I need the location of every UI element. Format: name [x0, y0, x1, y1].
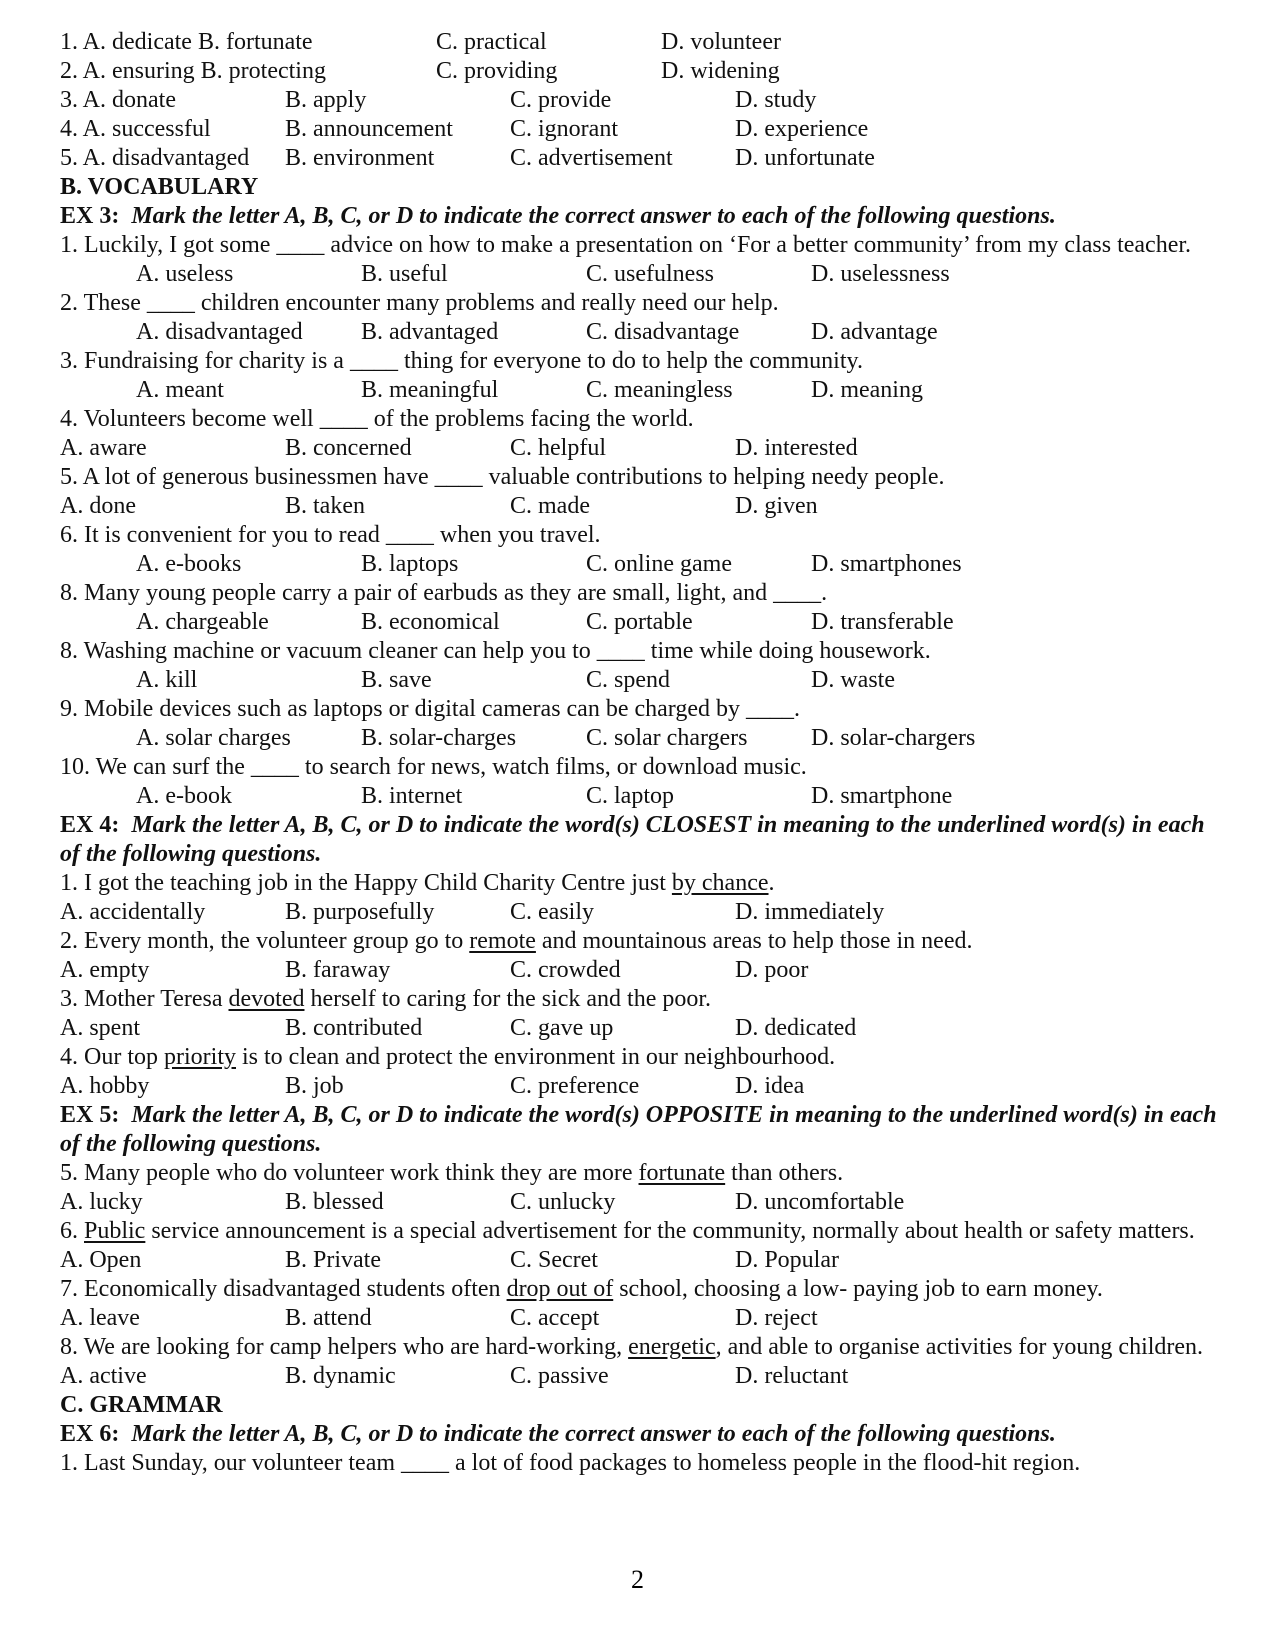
option-a[interactable]: A. accidentally	[60, 899, 206, 925]
answer-options	[60, 1246, 1220, 1275]
option-b[interactable]: B. save	[361, 667, 432, 693]
option-b[interactable]: B. faraway	[285, 957, 391, 983]
option-b[interactable]: B. meaningful	[361, 377, 499, 403]
pron-option-d: D. experience	[735, 116, 869, 142]
option-b[interactable]: B. job	[285, 1073, 344, 1099]
question: 2. These ____ children encounter many problems and really need our help.	[60, 290, 779, 316]
option-b[interactable]: B. purposefully	[285, 899, 435, 925]
underlined-word: fortunate	[638, 1160, 726, 1186]
option-c[interactable]: C. gave up	[510, 1015, 614, 1041]
section-heading-grammar: C. GRAMMAR	[60, 1392, 223, 1418]
option-d[interactable]: D. solar-chargers	[811, 725, 976, 751]
question: 8. Washing machine or vacuum cleaner can help you to ____ time while doing housework.	[60, 638, 931, 664]
pron-row-2	[60, 57, 1220, 86]
option-c[interactable]: C. disadvantage	[586, 319, 740, 345]
underlined-word: devoted	[228, 986, 305, 1012]
option-c[interactable]: C. made	[510, 493, 590, 519]
option-c[interactable]: C. online game	[586, 551, 732, 577]
question: 3. Mother Teresa devoted herself to caring for the sick and the poor.	[60, 986, 712, 1012]
answer-options	[60, 1072, 1220, 1101]
exercise-label: EX 5:	[60, 1102, 120, 1128]
answer-options	[60, 1188, 1220, 1217]
answer-options	[60, 550, 1220, 579]
pron-row-1	[60, 28, 1220, 57]
option-d[interactable]: D. immediately	[735, 899, 885, 925]
question: 8. We are looking for camp helpers who are hard-working, energetic, and able to organise activities for young children.	[60, 1334, 1204, 1360]
option-b[interactable]: B. concerned	[285, 435, 412, 461]
option-d[interactable]: D. interested	[735, 435, 858, 461]
worksheet-page	[60, 28, 1220, 1478]
option-c[interactable]: C. helpful	[510, 435, 606, 461]
option-c[interactable]: C. spend	[586, 667, 670, 693]
option-b[interactable]: B. laptops	[361, 551, 459, 577]
ex4-instruction	[60, 811, 1220, 869]
option-b[interactable]: B. internet	[361, 783, 463, 809]
option-a[interactable]: A. leave	[60, 1305, 140, 1331]
pron-option-ab: 2. A. ensuring B. protecting	[60, 58, 326, 84]
pron-row-5	[60, 144, 1220, 173]
option-c[interactable]: C. passive	[510, 1363, 609, 1389]
answer-options	[60, 1014, 1220, 1043]
pron-option-a: 3. A. donate	[60, 87, 176, 113]
question: 3. Fundraising for charity is a ____ thing for everyone to do to help the community.	[60, 348, 863, 374]
option-a[interactable]: A. useless	[136, 261, 234, 287]
option-a[interactable]: A. hobby	[60, 1073, 150, 1099]
section-heading-vocabulary: B. VOCABULARY	[60, 174, 259, 200]
ex5-instruction	[60, 1101, 1220, 1159]
option-a[interactable]: A. empty	[60, 957, 150, 983]
question: 5. Many people who do volunteer work think they are more fortunate than others.	[60, 1160, 844, 1186]
option-a[interactable]: A. meant	[136, 377, 224, 403]
option-b[interactable]: B. attend	[285, 1305, 372, 1331]
pron-option-d: D. study	[735, 87, 817, 113]
pron-option-ab: 1. A. dedicate B. fortunate	[60, 29, 313, 55]
option-d[interactable]: D. waste	[811, 667, 895, 693]
option-a[interactable]: A. e-book	[136, 783, 232, 809]
answer-options	[60, 1362, 1220, 1391]
option-a[interactable]: A. active	[60, 1363, 147, 1389]
question: 5. A lot of generous businessmen have ____ valuable contributions to helping needy people.	[60, 464, 945, 490]
question: 6. Public service announcement is a special advertisement for the community, normally about health or safety matters.	[60, 1218, 1195, 1244]
answer-options	[60, 608, 1220, 637]
question: 4. Our top priority is to clean and protect the environment in our neighbourhood.	[60, 1044, 836, 1070]
option-d[interactable]: D. uselessness	[811, 261, 950, 287]
question: 7. Economically disadvantaged students often drop out of school, choosing a low- paying job to earn money.	[60, 1276, 1103, 1302]
underlined-word: energetic	[628, 1334, 716, 1360]
ex6-instruction	[60, 1420, 1220, 1449]
pron-option-c: C. providing	[436, 58, 558, 84]
option-c[interactable]: C. portable	[586, 609, 693, 635]
pron-option-d: D. volunteer	[661, 29, 781, 55]
option-c[interactable]: C. usefulness	[586, 261, 714, 287]
underlined-word: remote	[469, 928, 536, 954]
underlined-word: Public	[84, 1218, 146, 1244]
option-a[interactable]: A. Open	[60, 1247, 142, 1273]
option-c[interactable]: C. unlucky	[510, 1189, 616, 1215]
pron-option-a: 4. A. successful	[60, 116, 211, 142]
pron-option-a: 5. A. disadvantaged	[60, 145, 250, 171]
option-b[interactable]: B. contributed	[285, 1015, 423, 1041]
answer-options	[60, 1304, 1220, 1333]
pron-option-d: D. widening	[661, 58, 780, 84]
option-d[interactable]: D. reject	[735, 1305, 818, 1331]
answer-options	[60, 492, 1220, 521]
option-a[interactable]: A. disadvantaged	[136, 319, 303, 345]
option-a[interactable]: A. spent	[60, 1015, 140, 1041]
option-a[interactable]: A. kill	[136, 667, 198, 693]
option-d[interactable]: D. poor	[735, 957, 809, 983]
pron-option-c: C. ignorant	[510, 116, 618, 142]
option-d[interactable]: D. transferable	[811, 609, 954, 635]
option-d[interactable]: D. given	[735, 493, 818, 519]
option-b[interactable]: B. advantaged	[361, 319, 499, 345]
option-a[interactable]: A. lucky	[60, 1189, 143, 1215]
option-a[interactable]: A. solar charges	[136, 725, 291, 751]
underlined-word: priority	[164, 1044, 236, 1070]
answer-options	[60, 376, 1220, 405]
option-b[interactable]: B. dynamic	[285, 1363, 396, 1389]
answer-options	[60, 898, 1220, 927]
option-b[interactable]: B. useful	[361, 261, 448, 287]
question: 1. Last Sunday, our volunteer team ____ a lot of food packages to homeless people in the flood-hit region.	[60, 1450, 1081, 1476]
option-d[interactable]: D. Popular	[735, 1247, 839, 1273]
question: 4. Volunteers become well ____ of the problems facing the world.	[60, 406, 694, 432]
pron-option-b: B. environment	[285, 145, 435, 171]
pron-row-4	[60, 115, 1220, 144]
option-d[interactable]: D. uncomfortable	[735, 1189, 905, 1215]
answer-options	[60, 782, 1220, 811]
option-a[interactable]: A. e-books	[136, 551, 242, 577]
pron-option-c: C. advertisement	[510, 145, 673, 171]
option-b[interactable]: B. solar-charges	[361, 725, 517, 751]
answer-options	[60, 956, 1220, 985]
instruction-text: Mark the letter A, B, C, or D to indicate the correct answer to each of the following questions.	[131, 203, 1056, 229]
question: 8. Many young people carry a pair of earbuds as they are small, light, and ____.	[60, 580, 828, 606]
underlined-word: by chance	[671, 870, 769, 896]
option-c[interactable]: C. Secret	[510, 1247, 598, 1273]
instruction-text: Mark the letter A, B, C, or D to indicate the word(s) CLOSEST in meaning to the underlined word(s) in each of the following questions.	[60, 812, 1205, 867]
option-d[interactable]: D. reluctant	[735, 1363, 849, 1389]
option-b[interactable]: B. blessed	[285, 1189, 384, 1215]
option-c[interactable]: C. preference	[510, 1073, 640, 1099]
answer-options	[60, 434, 1220, 463]
question: 6. It is convenient for you to read ____ when you travel.	[60, 522, 601, 548]
option-c[interactable]: C. solar chargers	[586, 725, 748, 751]
option-c[interactable]: C. meaningless	[586, 377, 733, 403]
answer-options	[60, 724, 1220, 753]
option-d[interactable]: D. dedicated	[735, 1015, 857, 1041]
exercise-label: EX 4:	[60, 812, 120, 838]
option-c[interactable]: C. laptop	[586, 783, 674, 809]
pron-option-c: C. provide	[510, 87, 612, 113]
question: 2. Every month, the volunteer group go to remote and mountainous areas to help those in need.	[60, 928, 973, 954]
option-d[interactable]: D. smartphones	[811, 551, 962, 577]
page-number: 2	[631, 1565, 644, 1594]
pron-option-b: B. announcement	[285, 116, 453, 142]
answer-options	[60, 260, 1220, 289]
pron-option-b: B. apply	[285, 87, 367, 113]
option-b[interactable]: B. Private	[285, 1247, 381, 1273]
ex3-instruction	[60, 202, 1220, 231]
answer-options	[60, 318, 1220, 347]
question: 9. Mobile devices such as laptops or digital cameras can be charged by ____.	[60, 696, 801, 722]
exercise-label: EX 6:	[60, 1421, 120, 1447]
option-a[interactable]: A. chargeable	[136, 609, 269, 635]
option-c[interactable]: C. easily	[510, 899, 594, 925]
option-d[interactable]: D. smartphone	[811, 783, 953, 809]
option-d[interactable]: D. advantage	[811, 319, 938, 345]
pron-option-d: D. unfortunate	[735, 145, 875, 171]
underlined-word: drop out of	[506, 1276, 614, 1302]
question: 1. Luckily, I got some ____ advice on how to make a presentation on ‘For a better community’ from my class teacher.	[60, 232, 1192, 258]
option-d[interactable]: D. idea	[735, 1073, 805, 1099]
option-d[interactable]: D. meaning	[811, 377, 923, 403]
answer-options	[60, 666, 1220, 695]
question: 10. We can surf the ____ to search for news, watch films, or download music.	[60, 754, 807, 780]
pron-row-3	[60, 86, 1220, 115]
option-b[interactable]: B. economical	[361, 609, 500, 635]
option-a[interactable]: A. done	[60, 493, 136, 519]
option-c[interactable]: C. accept	[510, 1305, 600, 1331]
option-a[interactable]: A. aware	[60, 435, 147, 461]
option-c[interactable]: C. crowded	[510, 957, 621, 983]
question: 1. I got the teaching job in the Happy Child Charity Centre just by chance.	[60, 870, 775, 896]
instruction-text: Mark the letter A, B, C, or D to indicate the word(s) OPPOSITE in meaning to the underlined word(s) in each of the following questions.	[60, 1102, 1217, 1157]
pron-option-c: C. practical	[436, 29, 547, 55]
instruction-text: Mark the letter A, B, C, or D to indicate the correct answer to each of the following questions.	[131, 1421, 1056, 1447]
option-b[interactable]: B. taken	[285, 493, 365, 519]
exercise-label: EX 3:	[60, 203, 120, 229]
